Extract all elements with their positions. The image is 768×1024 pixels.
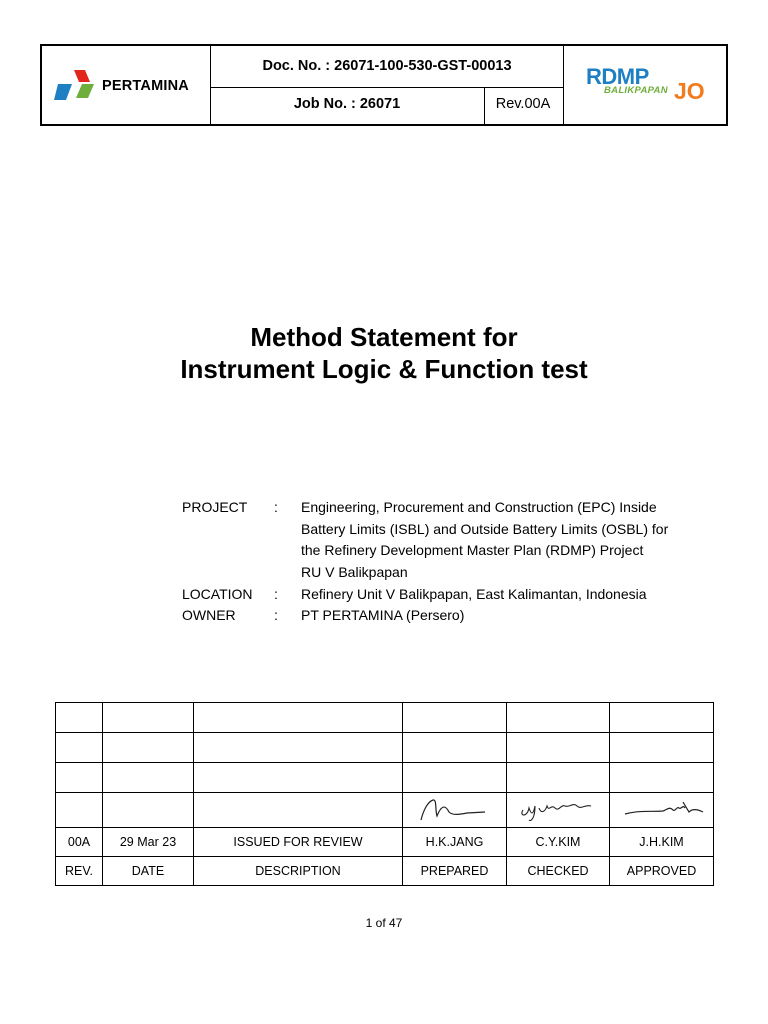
table-cell <box>56 793 103 828</box>
table-cell <box>103 793 194 828</box>
table-cell <box>507 763 610 793</box>
prepared-header: PREPARED <box>403 857 507 886</box>
rdmp-logo-text: RDMP <box>586 64 649 89</box>
table-cell <box>103 763 194 793</box>
location-colon: : <box>274 586 278 602</box>
signature-icon <box>515 794 601 824</box>
project-line: Battery Limits (ISBL) and Outside Battery Limits (OSBL) for <box>301 520 669 537</box>
table-cell <box>103 733 194 763</box>
table-cell <box>103 703 194 733</box>
header-divider <box>210 87 563 88</box>
date-cell: 29 Mar 23 <box>103 828 194 857</box>
description-header: DESCRIPTION <box>194 857 403 886</box>
project-colon: : <box>274 499 278 515</box>
table-cell <box>610 733 714 763</box>
table-cell <box>403 733 507 763</box>
table-row <box>56 703 714 733</box>
table-cell <box>194 793 403 828</box>
table-cell <box>194 703 403 733</box>
table-cell <box>610 763 714 793</box>
page-number: 1 of 47 <box>365 916 403 930</box>
signature-icon <box>619 794 705 824</box>
company-name: PERTAMINA <box>102 78 189 94</box>
revision-table <box>55 702 714 886</box>
table-cell <box>194 763 403 793</box>
project-label: PROJECT <box>182 499 248 515</box>
location-value: Refinery Unit V Balikpapan, East Kalimantan, Indonesia <box>301 586 647 602</box>
rev-cell: 00A <box>56 828 103 857</box>
prepared-cell: H.K.JANG <box>403 828 507 857</box>
project-line: the Refinery Development Master Plan (RDMP) Project <box>301 542 644 559</box>
jo-logo-text: JO <box>674 78 705 104</box>
table-cell <box>610 703 714 733</box>
job-number: Job No. : 26071 <box>293 96 401 112</box>
prepared-signature <box>403 793 507 828</box>
rdmp-jo-logo <box>586 62 706 106</box>
signature-row <box>56 793 714 828</box>
revision-entry-row <box>56 828 714 857</box>
pertamina-logo <box>52 68 212 104</box>
date-header: DATE <box>103 857 194 886</box>
owner-value: PT PERTAMINA (Persero) <box>301 607 465 623</box>
table-header-row <box>56 857 714 886</box>
table-cell <box>507 733 610 763</box>
signature-icon <box>415 794 495 824</box>
table-cell <box>194 733 403 763</box>
document-header <box>40 44 728 126</box>
owner-colon: : <box>274 607 278 623</box>
table-cell <box>56 703 103 733</box>
document-number: Doc. No. : 26071-100-530-GST-00013 <box>262 58 512 74</box>
header-divider <box>563 46 564 124</box>
checked-signature <box>507 793 610 828</box>
balikpapan-logo-text: BALIKPAPAN <box>604 85 668 96</box>
table-row <box>56 733 714 763</box>
owner-label: OWNER <box>182 607 236 623</box>
project-value <box>301 497 671 583</box>
description-cell: ISSUED FOR REVIEW <box>194 828 403 857</box>
checked-cell: C.Y.KIM <box>507 828 610 857</box>
checked-header: CHECKED <box>507 857 610 886</box>
table-cell <box>403 703 507 733</box>
project-line: Engineering, Procurement and Construction (EPC) Inside <box>301 499 657 515</box>
approved-header: APPROVED <box>610 857 714 886</box>
table-cell <box>56 763 103 793</box>
approved-cell: J.H.KIM <box>610 828 714 857</box>
table-cell <box>403 763 507 793</box>
document-title-line-2: Instrument Logic & Function test <box>180 354 588 384</box>
table-cell <box>507 703 610 733</box>
table-cell <box>56 733 103 763</box>
table-row <box>56 763 714 793</box>
document-title-line-1: Method Statement for <box>250 322 518 352</box>
location-label: LOCATION <box>182 586 253 602</box>
rev-header: REV. <box>56 857 103 886</box>
project-line: RU V Balikpapan <box>301 563 408 580</box>
revision-label: Rev.00A <box>495 96 551 112</box>
pertamina-emblem-icon <box>52 68 100 104</box>
approved-signature <box>610 793 714 828</box>
